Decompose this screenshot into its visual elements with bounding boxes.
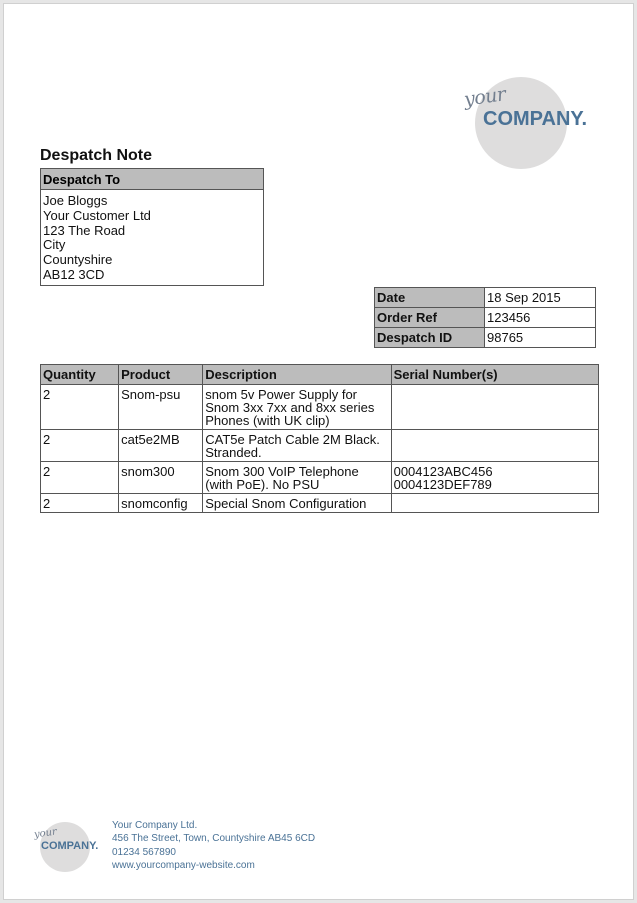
cell-description: Special Snom Configuration: [203, 494, 391, 513]
document-page: [3, 3, 634, 900]
address-line: Joe Bloggs: [43, 193, 108, 208]
despatch-to-box: [40, 168, 264, 286]
serial-number: 0004123ABC456: [393, 464, 493, 479]
footer-phone: 01234 567890: [112, 846, 176, 858]
cell-product: snomconfig: [119, 494, 203, 513]
footer-logo-word-company: COMPANY.: [41, 840, 99, 852]
info-row-order-ref: [375, 308, 596, 328]
table-row: [41, 385, 599, 430]
despatch-to-heading: Despatch To: [41, 169, 263, 190]
serial-number: 0004123DEF789: [393, 477, 492, 492]
address-line: AB12 3CD: [43, 266, 105, 282]
despatch-id-value: 98765: [485, 328, 596, 348]
cell-product: Snom-psu: [119, 385, 203, 430]
cell-description: CAT5e Patch Cable 2M Black. Stranded.: [203, 430, 391, 462]
cell-quantity: 2: [41, 430, 119, 462]
footer-logo-word-your: your: [33, 826, 58, 841]
logo-word-your: your: [462, 83, 507, 111]
table-row: [41, 462, 599, 494]
date-value: 18 Sep 2015: [485, 288, 596, 308]
cell-serials: [391, 385, 598, 430]
address-line: City: [43, 237, 66, 253]
info-row-date: [375, 288, 596, 308]
cell-serials: [391, 462, 598, 494]
despatch-id-label: Despatch ID: [375, 328, 485, 348]
order-ref-label: Order Ref: [375, 308, 485, 328]
footer-contact: [112, 819, 315, 873]
footer-address: 456 The Street, Town, Countyshire AB45 6CD: [112, 833, 316, 845]
cell-quantity: 2: [41, 494, 119, 513]
items-header-row: [41, 365, 599, 385]
cell-quantity: 2: [41, 462, 119, 494]
column-header-description: Description: [203, 365, 391, 385]
cell-product: cat5e2MB: [119, 430, 203, 462]
logo-word-company: COMPANY.: [483, 108, 588, 130]
despatch-info-table: [374, 287, 596, 348]
footer-company-name: Your Company Ltd.: [112, 820, 198, 831]
cell-quantity: 2: [41, 385, 119, 430]
table-row: [41, 430, 599, 462]
cell-description: Snom 300 VoIP Telephone (with PoE). No PSU: [203, 462, 391, 494]
date-label: Date: [375, 288, 485, 308]
order-ref-value: 123456: [485, 308, 596, 328]
column-header-serial-numbers: Serial Number(s): [391, 365, 598, 385]
column-header-product: Product: [119, 365, 203, 385]
items-table: [40, 364, 599, 513]
address-line: Your Customer Ltd: [43, 207, 151, 223]
page-title: Despatch Note: [40, 147, 153, 164]
column-header-quantity: Quantity: [41, 365, 119, 385]
table-row: [41, 494, 599, 513]
footer-website: www.yourcompany-website.com: [112, 860, 255, 872]
despatch-to-address: [41, 190, 263, 285]
info-row-despatch-id: [375, 328, 596, 348]
cell-product: snom300: [119, 462, 203, 494]
address-line: 123 The Road: [43, 222, 126, 238]
cell-serials: [391, 494, 598, 513]
cell-serials: [391, 430, 598, 462]
address-line: Countyshire: [43, 252, 113, 268]
cell-description: snom 5v Power Supply for Snom 3xx 7xx and 8xx series Phones (with UK clip): [203, 385, 391, 430]
